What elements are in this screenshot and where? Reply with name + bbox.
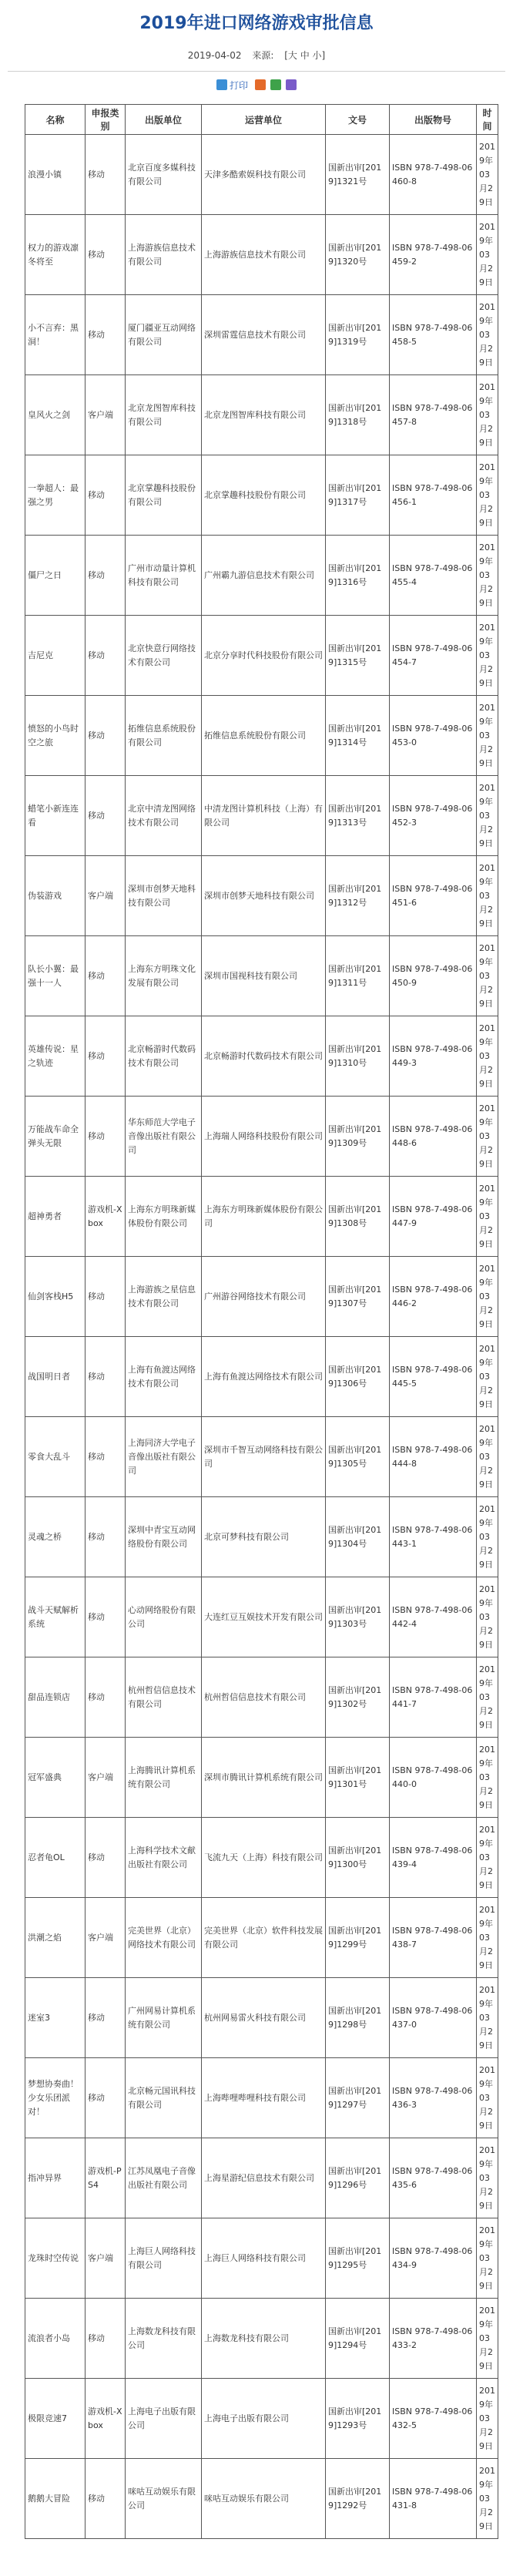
cell-name: 灵魂之桥 xyxy=(25,1497,86,1577)
cell-category: 移动 xyxy=(86,1978,126,2058)
cell-isbn: ISBN 978-7-498-06458-5 xyxy=(390,295,477,375)
column-header-approval-no: 文号 xyxy=(326,105,390,135)
cell-date: 2019年03月29日 xyxy=(477,1577,498,1657)
cell-date: 2019年03月29日 xyxy=(477,375,498,455)
cell-category: 移动 xyxy=(86,2459,126,2539)
table-row xyxy=(25,2138,498,2218)
article-meta xyxy=(0,49,513,66)
cell-operator: 深圳雷霆信息技术有限公司 xyxy=(202,295,326,375)
cell-name: 一拳超人：最强之男 xyxy=(25,455,86,536)
cell-category: 移动 xyxy=(86,1577,126,1657)
cell-date: 2019年03月29日 xyxy=(477,2058,498,2138)
table-row xyxy=(25,1898,498,1978)
cell-name: 洪潮之焰 xyxy=(25,1898,86,1978)
cell-name: 蜡笔小新连连看 xyxy=(25,776,86,856)
cell-name: 梦想协奏曲！少女乐团派对！ xyxy=(25,2058,86,2138)
cell-operator: 完美世界（北京）软件科技发展有限公司 xyxy=(202,1898,326,1978)
print-button[interactable]: 打印 xyxy=(229,79,248,91)
cell-publisher: 北京百度多媒科技有限公司 xyxy=(126,135,202,215)
cell-date: 2019年03月29日 xyxy=(477,536,498,616)
cell-date: 2019年03月29日 xyxy=(477,1738,498,1818)
cell-approval-no: 国新出审[2019]1312号 xyxy=(326,856,390,936)
table-row xyxy=(25,2459,498,2539)
cell-date: 2019年03月29日 xyxy=(477,1417,498,1497)
cell-name: 队长小翼：最强十一人 xyxy=(25,936,86,1016)
cell-category: 移动 xyxy=(86,1097,126,1177)
cell-category: 移动 xyxy=(86,295,126,375)
cell-approval-no: 国新出审[2019]1319号 xyxy=(326,295,390,375)
publish-date: 2019-04-02 xyxy=(187,50,242,61)
cell-isbn: ISBN 978-7-498-06454-7 xyxy=(390,616,477,696)
cell-publisher: 上海有鱼渡达网络技术有限公司 xyxy=(126,1337,202,1417)
cell-operator: 杭州网易雷火科技有限公司 xyxy=(202,1978,326,2058)
cell-approval-no: 国新出审[2019]1318号 xyxy=(326,375,390,455)
cell-publisher: 上海同济大学电子音像出版社有限公司 xyxy=(126,1417,202,1497)
cell-category: 移动 xyxy=(86,1657,126,1738)
cell-date: 2019年03月29日 xyxy=(477,455,498,536)
cell-approval-no: 国新出审[2019]1294号 xyxy=(326,2299,390,2379)
cell-operator: 上海瑞人网络科技股份有限公司 xyxy=(202,1097,326,1177)
table-row xyxy=(25,2379,498,2459)
share-weibo-icon[interactable] xyxy=(255,79,266,90)
cell-publisher: 完美世界（北京）网络技术有限公司 xyxy=(126,1898,202,1978)
table-row xyxy=(25,936,498,1016)
cell-name: 愤怒的小鸟时空之旅 xyxy=(25,696,86,776)
cell-approval-no: 国新出审[2019]1310号 xyxy=(326,1016,390,1097)
cell-operator: 深圳市国视科技有限公司 xyxy=(202,936,326,1016)
cell-category: 移动 xyxy=(86,1337,126,1417)
table-row xyxy=(25,2218,498,2299)
cell-name: 零食大乱斗 xyxy=(25,1417,86,1497)
cell-category: 移动 xyxy=(86,215,126,295)
cell-category: 移动 xyxy=(86,1257,126,1337)
column-header-date: 时间 xyxy=(477,105,498,135)
cell-approval-no: 国新出审[2019]1293号 xyxy=(326,2379,390,2459)
cell-category: 移动 xyxy=(86,536,126,616)
cell-category: 客户端 xyxy=(86,1738,126,1818)
cell-date: 2019年03月29日 xyxy=(477,215,498,295)
cell-isbn: ISBN 978-7-498-06441-7 xyxy=(390,1657,477,1738)
font-size-switcher[interactable]: [大 中 小] xyxy=(284,50,326,61)
cell-date: 2019年03月29日 xyxy=(477,295,498,375)
table-row xyxy=(25,1497,498,1577)
cell-operator: 北京畅游时代数码技术有限公司 xyxy=(202,1016,326,1097)
cell-category: 移动 xyxy=(86,1818,126,1898)
table-row xyxy=(25,856,498,936)
cell-operator: 天津多酷索娱科技有限公司 xyxy=(202,135,326,215)
table-row xyxy=(25,1577,498,1657)
cell-approval-no: 国新出审[2019]1311号 xyxy=(326,936,390,1016)
cell-name: 鹅鹅大冒险 xyxy=(25,2459,86,2539)
cell-name: 战国明日者 xyxy=(25,1337,86,1417)
cell-date: 2019年03月29日 xyxy=(477,135,498,215)
cell-operator: 上海星游纪信息技术有限公司 xyxy=(202,2138,326,2218)
cell-publisher: 上海巨人网络科技有限公司 xyxy=(126,2218,202,2299)
cell-isbn: ISBN 978-7-498-06442-4 xyxy=(390,1577,477,1657)
cell-category: 移动 xyxy=(86,696,126,776)
cell-publisher: 北京龙图智库科技有限公司 xyxy=(126,375,202,455)
cell-operator: 上海电子出版有限公司 xyxy=(202,2379,326,2459)
cell-approval-no: 国新出审[2019]1309号 xyxy=(326,1097,390,1177)
cell-approval-no: 国新出审[2019]1301号 xyxy=(326,1738,390,1818)
cell-approval-no: 国新出审[2019]1296号 xyxy=(326,2138,390,2218)
cell-operator: 飞流九天（上海）科技有限公司 xyxy=(202,1818,326,1898)
cell-isbn: ISBN 978-7-498-06445-5 xyxy=(390,1337,477,1417)
cell-approval-no: 国新出审[2019]1316号 xyxy=(326,536,390,616)
cell-publisher: 北京畅游时代数码技术有限公司 xyxy=(126,1016,202,1097)
cell-category: 游戏机-Xbox xyxy=(86,2379,126,2459)
cell-operator: 上海有鱼渡达网络技术有限公司 xyxy=(202,1337,326,1417)
cell-isbn: ISBN 978-7-498-06432-5 xyxy=(390,2379,477,2459)
cell-publisher: 上海科学技术文献出版社有限公司 xyxy=(126,1818,202,1898)
column-header-category: 申报类别 xyxy=(86,105,126,135)
cell-isbn: ISBN 978-7-498-06446-2 xyxy=(390,1257,477,1337)
cell-operator: 大连红豆互娱技术开发有限公司 xyxy=(202,1577,326,1657)
cell-isbn: ISBN 978-7-498-06436-3 xyxy=(390,2058,477,2138)
cell-name: 极限竞速7 xyxy=(25,2379,86,2459)
cell-name: 浪漫小镇 xyxy=(25,135,86,215)
table-row xyxy=(25,1257,498,1337)
cell-isbn: ISBN 978-7-498-06440-0 xyxy=(390,1738,477,1818)
cell-approval-no: 国新出审[2019]1321号 xyxy=(326,135,390,215)
cell-operator: 上海巨人网络科技有限公司 xyxy=(202,2218,326,2299)
cell-approval-no: 国新出审[2019]1305号 xyxy=(326,1417,390,1497)
cell-publisher: 华东师范大学电子音像出版社有限公司 xyxy=(126,1097,202,1177)
page-title: 2019年进口网络游戏审批信息 xyxy=(139,14,374,33)
cell-isbn: ISBN 978-7-498-06453-0 xyxy=(390,696,477,776)
cell-category: 移动 xyxy=(86,455,126,536)
table-body xyxy=(25,135,498,2539)
cell-name: 英雄传说：星之轨迹 xyxy=(25,1016,86,1097)
cell-approval-no: 国新出审[2019]1315号 xyxy=(326,616,390,696)
table-row xyxy=(25,375,498,455)
cell-operator: 深圳市创梦天地科技有限公司 xyxy=(202,856,326,936)
cell-isbn: ISBN 978-7-498-06439-4 xyxy=(390,1818,477,1898)
cell-operator: 北京掌趣科技股份有限公司 xyxy=(202,455,326,536)
cell-publisher: 广州网易计算机系统有限公司 xyxy=(126,1978,202,2058)
cell-name: 吉尼克 xyxy=(25,616,86,696)
column-header-isbn: 出版物号 xyxy=(390,105,477,135)
cell-name: 甜品连锁店 xyxy=(25,1657,86,1738)
cell-publisher: 上海电子出版有限公司 xyxy=(126,2379,202,2459)
cell-publisher: 咪咕互动娱乐有限公司 xyxy=(126,2459,202,2539)
cell-date: 2019年03月29日 xyxy=(477,1898,498,1978)
cell-date: 2019年03月29日 xyxy=(477,1257,498,1337)
cell-category: 移动 xyxy=(86,616,126,696)
cell-approval-no: 国新出审[2019]1292号 xyxy=(326,2459,390,2539)
cell-name: 伪装游戏 xyxy=(25,856,86,936)
cell-name: 龙珠时空传说 xyxy=(25,2218,86,2299)
cell-isbn: ISBN 978-7-498-06457-8 xyxy=(390,375,477,455)
cell-name: 权力的游戏凛冬将至 xyxy=(25,215,86,295)
cell-operator: 深圳市千智互动网络科技有限公司 xyxy=(202,1417,326,1497)
cell-category: 移动 xyxy=(86,2058,126,2138)
cell-category: 客户端 xyxy=(86,2218,126,2299)
cell-name: 僵尸之日 xyxy=(25,536,86,616)
cell-name: 迷室3 xyxy=(25,1978,86,2058)
cell-publisher: 北京快意行网络技术有限公司 xyxy=(126,616,202,696)
cell-operator: 深圳市腾讯计算机系统有限公司 xyxy=(202,1738,326,1818)
cell-name: 冠军盛典 xyxy=(25,1738,86,1818)
cell-category: 客户端 xyxy=(86,856,126,936)
cell-operator: 咪咕互动娱乐有限公司 xyxy=(202,2459,326,2539)
cell-category: 游戏机-Xbox xyxy=(86,1177,126,1257)
cell-publisher: 北京中清龙图网络技术有限公司 xyxy=(126,776,202,856)
divider xyxy=(8,71,505,72)
column-header-operator: 运营单位 xyxy=(202,105,326,135)
cell-operator: 北京分享时代科技股份有限公司 xyxy=(202,616,326,696)
table-row xyxy=(25,1177,498,1257)
cell-date: 2019年03月29日 xyxy=(477,776,498,856)
cell-name: 战斗天赋解析系统 xyxy=(25,1577,86,1657)
share-more-icon[interactable] xyxy=(286,79,297,90)
cell-operator: 广州霸九游信息技术有限公司 xyxy=(202,536,326,616)
table-row xyxy=(25,1417,498,1497)
cell-publisher: 上海东方明珠新媒体股份有限公司 xyxy=(126,1177,202,1257)
cell-isbn: ISBN 978-7-498-06450-9 xyxy=(390,936,477,1016)
cell-publisher: 广州市动量计算机科技有限公司 xyxy=(126,536,202,616)
cell-isbn: ISBN 978-7-498-06443-1 xyxy=(390,1497,477,1577)
cell-publisher: 拓维信息系统股份有限公司 xyxy=(126,696,202,776)
cell-approval-no: 国新出审[2019]1299号 xyxy=(326,1898,390,1978)
cell-isbn: ISBN 978-7-498-06438-7 xyxy=(390,1898,477,1978)
table-header-row xyxy=(25,105,498,135)
cell-name: 指冲异界 xyxy=(25,2138,86,2218)
cell-operator: 上海哔哩哔哩科技有限公司 xyxy=(202,2058,326,2138)
cell-approval-no: 国新出审[2019]1307号 xyxy=(326,1257,390,1337)
cell-publisher: 上海游族信息技术有限公司 xyxy=(126,215,202,295)
cell-name: 小不言弃：黑洞！ xyxy=(25,295,86,375)
cell-isbn: ISBN 978-7-498-06460-8 xyxy=(390,135,477,215)
cell-operator: 上海数龙科技有限公司 xyxy=(202,2299,326,2379)
table-row xyxy=(25,536,498,616)
cell-approval-no: 国新出审[2019]1303号 xyxy=(326,1577,390,1657)
table-row xyxy=(25,616,498,696)
table-row xyxy=(25,2058,498,2138)
cell-publisher: 江苏凤凰电子音像出版社有限公司 xyxy=(126,2138,202,2218)
cell-publisher: 北京掌趣科技股份有限公司 xyxy=(126,455,202,536)
share-toolbar xyxy=(0,76,513,93)
cell-date: 2019年03月29日 xyxy=(477,2459,498,2539)
cell-category: 移动 xyxy=(86,936,126,1016)
cell-isbn: ISBN 978-7-498-06431-8 xyxy=(390,2459,477,2539)
cell-date: 2019年03月29日 xyxy=(477,2299,498,2379)
cell-name: 忍者龟OL xyxy=(25,1818,86,1898)
cell-operator: 广州游谷网络技术有限公司 xyxy=(202,1257,326,1337)
table-row xyxy=(25,1818,498,1898)
cell-operator: 北京可梦科技有限公司 xyxy=(202,1497,326,1577)
cell-category: 移动 xyxy=(86,1016,126,1097)
cell-approval-no: 国新出审[2019]1302号 xyxy=(326,1657,390,1738)
cell-category: 移动 xyxy=(86,1497,126,1577)
cell-publisher: 厦门疆亚互动网络有限公司 xyxy=(126,295,202,375)
cell-isbn: ISBN 978-7-498-06434-9 xyxy=(390,2218,477,2299)
cell-publisher: 心动网络股份有限公司 xyxy=(126,1577,202,1657)
cell-approval-no: 国新出审[2019]1297号 xyxy=(326,2058,390,2138)
cell-publisher: 杭州哲信信息技术有限公司 xyxy=(126,1657,202,1738)
cell-approval-no: 国新出审[2019]1295号 xyxy=(326,2218,390,2299)
cell-date: 2019年03月29日 xyxy=(477,936,498,1016)
cell-date: 2019年03月29日 xyxy=(477,2138,498,2218)
cell-isbn: ISBN 978-7-498-06456-1 xyxy=(390,455,477,536)
cell-publisher: 上海游族之星信息技术有限公司 xyxy=(126,1257,202,1337)
table-row xyxy=(25,1337,498,1417)
table-row xyxy=(25,135,498,215)
cell-name: 皇风火之剑 xyxy=(25,375,86,455)
cell-approval-no: 国新出审[2019]1314号 xyxy=(326,696,390,776)
cell-name: 超神勇者 xyxy=(25,1177,86,1257)
cell-approval-no: 国新出审[2019]1320号 xyxy=(326,215,390,295)
table-row xyxy=(25,1978,498,2058)
cell-category: 移动 xyxy=(86,135,126,215)
cell-approval-no: 国新出审[2019]1308号 xyxy=(326,1177,390,1257)
cell-date: 2019年03月29日 xyxy=(477,2218,498,2299)
cell-category: 游戏机-PS4 xyxy=(86,2138,126,2218)
cell-approval-no: 国新出审[2019]1306号 xyxy=(326,1337,390,1417)
table-row xyxy=(25,1738,498,1818)
table-row xyxy=(25,776,498,856)
cell-isbn: ISBN 978-7-498-06433-2 xyxy=(390,2299,477,2379)
cell-name: 流浪者小岛 xyxy=(25,2299,86,2379)
print-icon[interactable] xyxy=(216,79,227,90)
cell-isbn: ISBN 978-7-498-06451-6 xyxy=(390,856,477,936)
cell-publisher: 上海数龙科技有限公司 xyxy=(126,2299,202,2379)
cell-date: 2019年03月29日 xyxy=(477,1657,498,1738)
cell-approval-no: 国新出审[2019]1317号 xyxy=(326,455,390,536)
cell-publisher: 上海腾讯计算机系统有限公司 xyxy=(126,1738,202,1818)
approval-table xyxy=(25,104,498,2539)
cell-isbn: ISBN 978-7-498-06459-2 xyxy=(390,215,477,295)
cell-isbn: ISBN 978-7-498-06449-3 xyxy=(390,1016,477,1097)
table-row xyxy=(25,2299,498,2379)
cell-category: 客户端 xyxy=(86,1898,126,1978)
cell-operator: 上海东方明珠新媒体股份有限公司 xyxy=(202,1177,326,1257)
cell-publisher: 深圳中青宝互动网络股份有限公司 xyxy=(126,1497,202,1577)
cell-publisher: 北京畅元国讯科技有限公司 xyxy=(126,2058,202,2138)
share-wechat-icon[interactable] xyxy=(270,79,281,90)
cell-approval-no: 国新出审[2019]1298号 xyxy=(326,1978,390,2058)
cell-name: 万能战车命全弹头无限 xyxy=(25,1097,86,1177)
table-row xyxy=(25,1097,498,1177)
cell-name: 仙剑客栈H5 xyxy=(25,1257,86,1337)
cell-date: 2019年03月29日 xyxy=(477,1016,498,1097)
cell-date: 2019年03月29日 xyxy=(477,1177,498,1257)
cell-approval-no: 国新出审[2019]1304号 xyxy=(326,1497,390,1577)
cell-operator: 上海游族信息技术有限公司 xyxy=(202,215,326,295)
table-row xyxy=(25,1016,498,1097)
cell-date: 2019年03月29日 xyxy=(477,1097,498,1177)
column-header-name: 名称 xyxy=(25,105,86,135)
cell-operator: 北京龙图智库科技有限公司 xyxy=(202,375,326,455)
cell-isbn: ISBN 978-7-498-06444-8 xyxy=(390,1417,477,1497)
cell-category: 移动 xyxy=(86,2299,126,2379)
source-label: 来源: xyxy=(252,50,274,61)
column-header-publisher: 出版单位 xyxy=(126,105,202,135)
cell-date: 2019年03月29日 xyxy=(477,616,498,696)
cell-approval-no: 国新出审[2019]1300号 xyxy=(326,1818,390,1898)
cell-date: 2019年03月29日 xyxy=(477,856,498,936)
cell-date: 2019年03月29日 xyxy=(477,2379,498,2459)
table-row xyxy=(25,455,498,536)
cell-date: 2019年03月29日 xyxy=(477,1337,498,1417)
table-row xyxy=(25,295,498,375)
cell-date: 2019年03月29日 xyxy=(477,1497,498,1577)
cell-isbn: ISBN 978-7-498-06435-6 xyxy=(390,2138,477,2218)
cell-category: 移动 xyxy=(86,776,126,856)
cell-category: 客户端 xyxy=(86,375,126,455)
cell-isbn: ISBN 978-7-498-06448-6 xyxy=(390,1097,477,1177)
cell-operator: 拓维信息系统股份有限公司 xyxy=(202,696,326,776)
table-row xyxy=(25,215,498,295)
cell-operator: 杭州哲信信息技术有限公司 xyxy=(202,1657,326,1738)
cell-isbn: ISBN 978-7-498-06437-0 xyxy=(390,1978,477,2058)
table-row xyxy=(25,696,498,776)
cell-date: 2019年03月29日 xyxy=(477,1818,498,1898)
cell-date: 2019年03月29日 xyxy=(477,1978,498,2058)
cell-isbn: ISBN 978-7-498-06455-4 xyxy=(390,536,477,616)
cell-isbn: ISBN 978-7-498-06452-3 xyxy=(390,776,477,856)
cell-publisher: 深圳市创梦天地科技有限公司 xyxy=(126,856,202,936)
cell-category: 移动 xyxy=(86,1417,126,1497)
cell-publisher: 上海东方明珠文化发展有限公司 xyxy=(126,936,202,1016)
cell-operator: 中清龙图计算机科技（上海）有限公司 xyxy=(202,776,326,856)
cell-isbn: ISBN 978-7-498-06447-9 xyxy=(390,1177,477,1257)
table-row xyxy=(25,1657,498,1738)
cell-approval-no: 国新出审[2019]1313号 xyxy=(326,776,390,856)
cell-date: 2019年03月29日 xyxy=(477,696,498,776)
